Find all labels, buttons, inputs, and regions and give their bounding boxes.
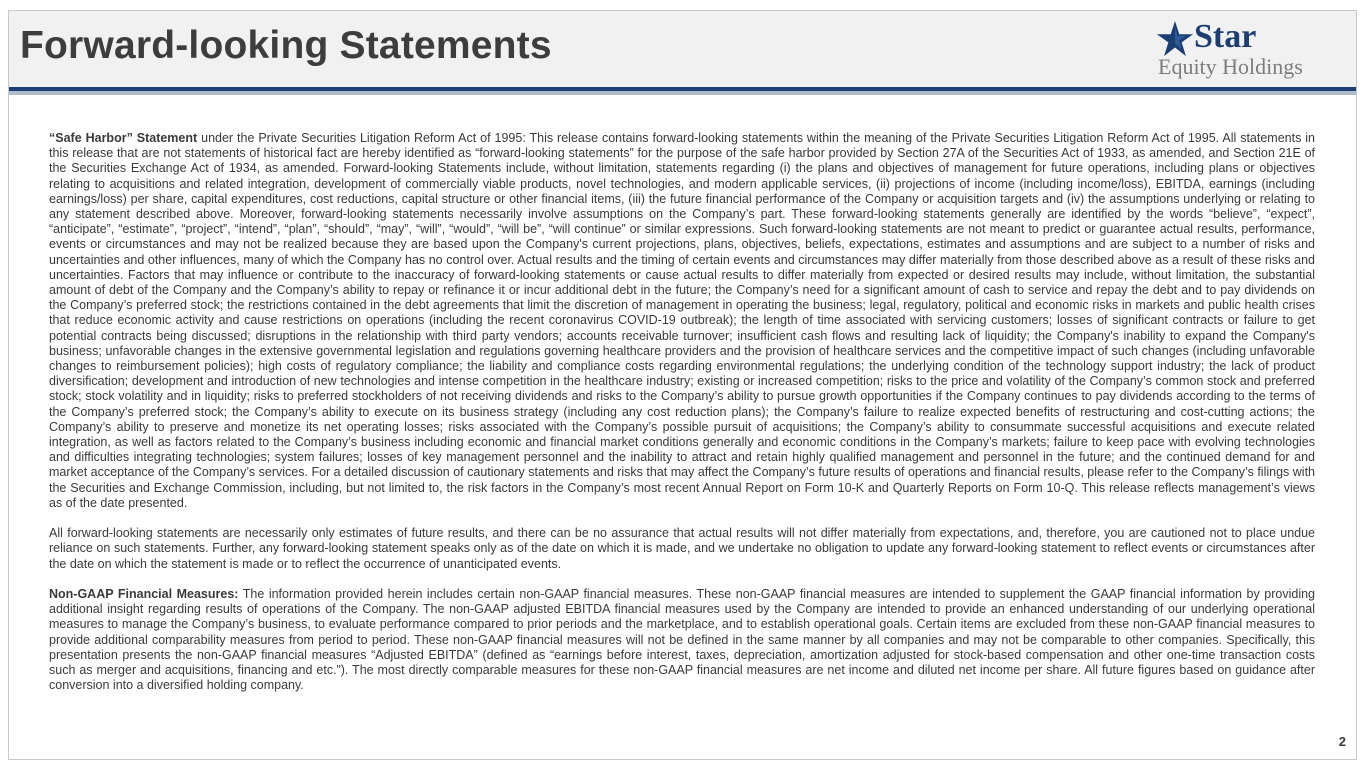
page-number: 2 xyxy=(1338,734,1346,749)
safe-harbor-heading: “Safe Harbor” Statement xyxy=(49,131,198,145)
safe-harbor-paragraph xyxy=(49,131,1315,511)
non-gaap-text: The information provided herein includes certain non-GAAP financial measures. These non-GAAP financial measures are intended to supplement the GAAP financial information by providing additional insight regarding results of operations of the Company. The non-GAAP adjusted EBITDA financial measures used by the Company are intended to provide an enhanced understanding of our underlying operational measures to manage the Company’s business, to evaluate performance compared to prior periods and the marketplace, and to establish operational goals. Certain items are excluded from these non-GAAP financial measures to provide additional comparability measures from period to period. These non-GAAP financial measures will not be defined in the same manner by all companies and may not be comparable to other companies. Specifically, this presentation presents the non-GAAP financial measures “Adjusted EBITDA” (defined as “earnings before interest, taxes, depreciation, amortization adjusted for stock-based compensation and other one-time transaction costs such as merger and acquisitions, financing and etc.”). The most directly comparable measures for these non-GAAP financial measures are net income and diluted net income per share. All future figures based on guidance after conversion into a diversified holding company. xyxy=(49,587,1315,693)
company-logo xyxy=(1156,17,1346,85)
logo-subtitle: Equity Holdings xyxy=(1158,54,1303,79)
estimates-text: All forward-looking statements are necessarily only estimates of future results, and there can be no assurance that actual results will not differ materially from expectations, and, therefore, you are cautioned not to place undue reliance on such statements. Further, any forward-looking statement speaks only as of the date on which it is made, and we undertake no obligation to update any forward-looking statement to reflect events or circumstances after the date on which the statement is made or to reflect the occurrence of unanticipated events. xyxy=(49,526,1315,571)
header-rule-light xyxy=(9,91,1356,95)
non-gaap-heading: Non-GAAP Financial Measures: xyxy=(49,587,239,602)
slide-header xyxy=(9,11,1356,87)
non-gaap-paragraph xyxy=(49,587,1315,693)
page-title: Forward-looking Statements xyxy=(20,24,552,67)
estimates-paragraph xyxy=(49,526,1315,572)
slide xyxy=(8,10,1357,760)
logo-brand-word: Star xyxy=(1194,18,1257,55)
safe-harbor-text: under the Private Securities Litigation Reform Act of 1995: This release contains forward-looking statements within the meaning of the Private Securities Litigation Reform Act of 1995. All statements in this release that are not statements of historical fact are hereby identified as “forward-looking statements” for the purpose of the safe harbor provided by Section 27A of the Securities Act of 1933, as amended, and Section 21E of the Securities Exchange Act of 1934, as amended. Forward-looking Statements include, without limitation, statements regarding (i) the plans and objectives of management for future operations, including plans or objectives relating to acquisitions and related integration, development of commercially viable products, novel technologies, and modern applicable services, (ii) projections of income (including income/loss), EBITDA, earnings (including earnings/loss) per share, capital expenditures, cost reductions, capital structure or other financial items, (iii) the future financial performance of the Company or acquisition targets and (iv) the assumptions underlying or relating to any statement described above. Moreover, forward-looking statements necessarily involve assumptions on the Company’s part. These forward-looking statements generally are identified by the words “believe”, “expect”, “anticipate”, “estimate”, “project”, “intend”, “plan”, “should”, “may”, “will”, “would”, “will be”, “will continue” or similar expressions. Such forward-looking statements are not meant to predict or guarantee actual results, performance, events or circumstances and may not be realized because they are based upon the Company's current projections, plans, objectives, beliefs, expectations, estimates and assumptions and are subject to a number of risks and uncertainties and other influences, many of which the Company has no control over. Actual results and the timing of certain events and circumstances may differ materially from those described above as a result of these risks and uncertainties. Factors that may influence or contribute to the inaccuracy of forward-looking statements or cause actual results to differ materially from expected or desired results may include, without limitation, the substantial amount of debt of the Company and the Company’s ability to repay or refinance it or incur additional debt in the future; the Company’s need for a significant amount of cash to service and repay the debt and to pay dividends on the Company’s preferred stock; the restrictions contained in the debt agreements that limit the discretion of management in operating the business; legal, regulatory, political and economic risks in markets and public health crises that reduce economic activity and cause restrictions on operations (including the recent coronavirus COVID-19 outbreak); the length of time associated with servicing customers; losses of significant contracts or failure to get potential contracts being discussed; disruptions in the relationship with third party vendors; accounts receivable turnover; insufficient cash flows and resulting lack of liquidity; the Company's inability to expand the Company's business; unfavorable changes in the extensive governmental legislation and regulations governing healthcare providers and the provision of healthcare services and the competitive impact of such changes (including unfavorable changes to reimbursement policies); high costs of regulatory compliance; the liability and compliance costs regarding environmental regulations; the underlying condition of the technology support industry; the lack of product diversification; development and introduction of new technologies and intense competition in the healthcare industry; existing or increased competition; risks to the price and volatility of the Company’s common stock and preferred stock; stock volatility and in liquidity; risks to preferred stockholders of not receiving dividends and risks to the Company’s ability to pursue growth opportunities if the Company continues to pay dividends according to the terms of the Company’s preferred stock; the Company’s ability to execute on its business strategy (including any cost reduction plans); the Company’s failure to realize expected benefits of restructuring and cost-cutting actions; the Company’s ability to preserve and monetize its net operating losses; risks associated with the Company’s possible pursuit of acquisitions; the Company’s ability to consummate successful acquisitions and execute related integration, as well as factors related to the Company’s business including economic and financial market conditions generally and economic conditions in the Company’s markets; failure to keep pace with evolving technologies and difficulties integrating technologies; system failures; losses of key management personnel and the inability to attract and retain highly qualified management and personnel in the future; and the continued demand for and market acceptance of the Company’s services. For a detailed discussion of cautionary statements and risks that may affect the Company’s future results of operations and financial results, please refer to the Company’s filings with the Securities and Exchange Commission, including, but not limited to, the risk factors in the Company’s most recent Annual Report on Form 10-K and Quarterly Reports on Form 10-Q. This release reflects management’s views as of the date presented. xyxy=(49,131,1315,510)
disclaimer-content xyxy=(49,131,1315,709)
